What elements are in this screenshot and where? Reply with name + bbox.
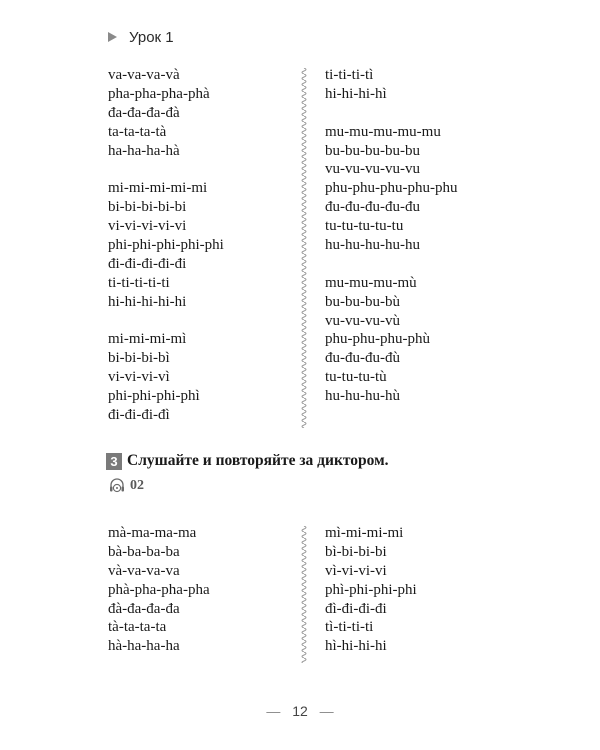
syllable-line: đu-đu-đu-đù bbox=[325, 350, 400, 367]
top-right-column bbox=[325, 66, 457, 406]
syllable-line: tà-ta-ta-ta bbox=[108, 619, 167, 636]
lesson-header bbox=[108, 26, 174, 48]
syllable-line: vu-vu-vu-vù bbox=[325, 312, 400, 329]
syllable-line: đa-đa-đa-đà bbox=[108, 104, 180, 121]
syllable-line: pha-pha-pha-phà bbox=[108, 85, 210, 102]
syllable-line: hi-hi-hi-hì bbox=[325, 85, 387, 102]
syllable-line: hì-hi-hi-hi bbox=[325, 638, 387, 655]
syllable-line: đu-đu-đu-đu-đu bbox=[325, 199, 420, 216]
bottom-left-column bbox=[108, 524, 210, 656]
syllable-line: bu-bu-bu-bu-bu bbox=[325, 142, 420, 159]
syllable-line: phi-phi-phi-phi-phi bbox=[108, 237, 224, 254]
page-footer bbox=[0, 703, 600, 719]
syllable-line: mi-mi-mi-mì bbox=[108, 331, 187, 348]
syllable-line: va-va-va-và bbox=[108, 67, 180, 83]
bottom-right-column bbox=[325, 524, 417, 656]
syllable-line: hi-hi-hi-hi-hi bbox=[108, 293, 187, 310]
lesson-title: Урок 1 bbox=[129, 28, 174, 46]
syllable-line: bà-ba-ba-ba bbox=[108, 543, 180, 560]
exercise-number: 3 bbox=[106, 453, 122, 470]
exercise-header bbox=[106, 452, 389, 470]
syllable-line: bi-bi-bi-bi-bi bbox=[108, 199, 187, 216]
syllable-line: bì-bi-bi-bi bbox=[325, 543, 387, 560]
syllable-line: mì-mi-mi-mi bbox=[325, 525, 404, 541]
syllable-line: đi-đi-đi-đi-đi bbox=[108, 255, 187, 272]
syllable-line: hu-hu-hu-hu-hu bbox=[325, 237, 420, 254]
syllable-line: tì-ti-ti-ti bbox=[325, 619, 374, 636]
syllable-line: hu-hu-hu-hù bbox=[325, 388, 400, 405]
exercise-title: Слушайте и повторяйте за диктором. bbox=[127, 452, 389, 469]
audio-track bbox=[108, 477, 144, 495]
group-gap bbox=[108, 312, 224, 331]
syllable-line: đà-đa-đa-đa bbox=[108, 600, 180, 617]
syllable-line: mà-ma-ma-ma bbox=[108, 525, 197, 541]
syllable-line: mi-mi-mi-mi-mi bbox=[108, 180, 208, 197]
syllable-line: phu-phu-phu-phù bbox=[325, 331, 430, 348]
column-divider bbox=[299, 526, 309, 663]
syllable-line: mu-mu-mu-mu-mu bbox=[325, 123, 441, 140]
syllable-line: phu-phu-phu-phu-phu bbox=[325, 180, 458, 197]
syllable-line: ha-ha-ha-hà bbox=[108, 142, 180, 159]
syllable-line: và-va-va-va bbox=[108, 562, 180, 579]
syllable-line: vi-vi-vi-vì bbox=[108, 369, 170, 386]
group-gap bbox=[325, 255, 457, 274]
syllable-line: ti-ti-ti-ti-ti bbox=[108, 274, 170, 291]
group-gap bbox=[108, 160, 224, 179]
syllable-line: tu-tu-tu-tù bbox=[325, 369, 387, 386]
group-gap bbox=[325, 104, 457, 123]
column-divider bbox=[299, 68, 309, 428]
syllable-line: hà-ha-ha-ha bbox=[108, 638, 180, 655]
syllable-line: phì-phi-phi-phi bbox=[325, 581, 417, 598]
syllable-line: ta-ta-ta-tà bbox=[108, 123, 167, 140]
audio-track-number: 02 bbox=[130, 478, 144, 493]
footer-dash-left: — bbox=[266, 703, 281, 719]
page-number: 12 bbox=[292, 703, 308, 719]
syllable-line: bi-bi-bi-bì bbox=[108, 350, 170, 367]
syllable-line: phi-phi-phi-phì bbox=[108, 388, 200, 405]
headphones-disc-icon bbox=[108, 477, 126, 495]
syllable-line: tu-tu-tu-tu-tu bbox=[325, 218, 404, 235]
syllable-line: vi-vi-vi-vi-vi bbox=[108, 218, 187, 235]
syllable-line: vì-vi-vi-vi bbox=[325, 562, 387, 579]
triangle-bullet-icon bbox=[108, 32, 117, 42]
syllable-line: vu-vu-vu-vu-vu bbox=[325, 161, 420, 178]
syllable-line: đi-đi-đi-đì bbox=[108, 407, 170, 424]
syllable-line: mu-mu-mu-mù bbox=[325, 274, 417, 291]
syllable-line: phà-pha-pha-pha bbox=[108, 581, 210, 598]
footer-dash-right: — bbox=[319, 703, 334, 719]
syllable-line: ti-ti-ti-tì bbox=[325, 67, 374, 83]
top-left-column bbox=[108, 66, 224, 425]
syllable-line: đì-đi-đi-đi bbox=[325, 600, 387, 617]
syllable-line: bu-bu-bu-bù bbox=[325, 293, 400, 310]
